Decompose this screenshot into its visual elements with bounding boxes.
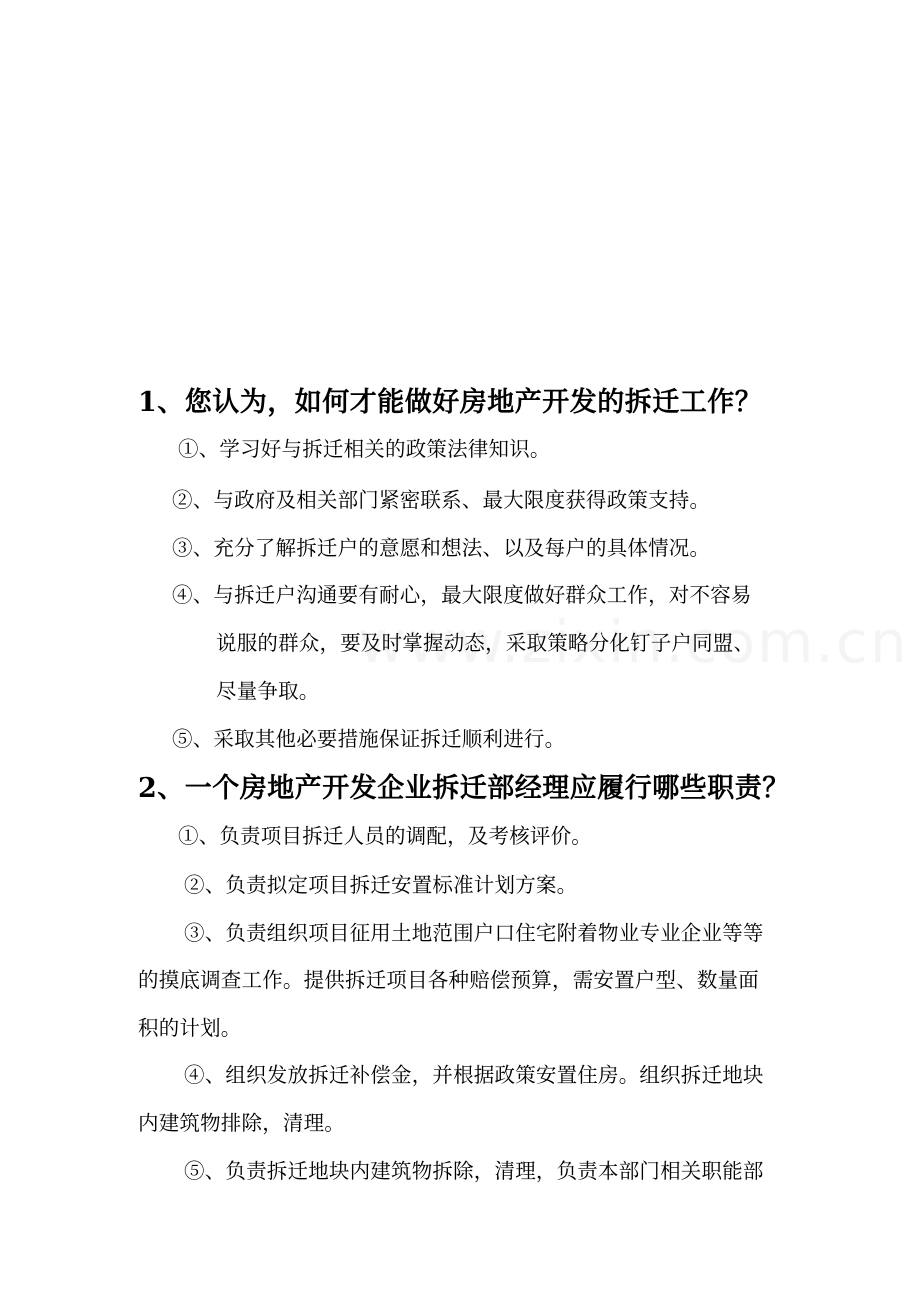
section1-item-3: ③、充分了解拆迁户的意愿和想法、以及每户的具体情况。 [172, 536, 711, 560]
section2-item-1: ①、负责项目拆迁人员的调配，及考核评价。 [178, 824, 592, 848]
section1-item-2: ②、与政府及相关部门紧密联系、最大限度获得政策支持。 [172, 488, 711, 512]
section2-item-3-cont-1: 的摸底调查工作。提供拆迁项目各种赔偿预算，需安置户型、数量面 [138, 968, 759, 992]
section2-item-2: ②、负责拟定项目拆迁安置标准计划方案。 [184, 873, 578, 897]
section2-item-5: ⑤、负责拆迁地块内建筑物拆除，清理，负责本部门相关职能部 [184, 1159, 764, 1183]
section1-item-4-cont-1: 说服的群众，要及时掌握动态，采取策略分化钉子户同盟、 [216, 631, 755, 655]
section1-item-5: ⑤、采取其他必要措施保证拆迁顺利进行。 [172, 727, 566, 751]
section2-heading: 2、一个房地产开发企业拆迁部经理应履行哪些职责？ [138, 773, 790, 804]
section1-item-4-cont-2: 尽量争取。 [216, 679, 320, 703]
section2-item-3-cont-2: 积的计划。 [138, 1016, 242, 1040]
section1-item-4: ④、与拆迁户沟通要有耐心，最大限度做好群众工作，对不容易 [172, 583, 752, 607]
section1-heading: 1、您认为，如何才能做好房地产开发的拆迁工作？ [138, 387, 763, 418]
section2-item-3: ③、负责组织项目征用土地范围户口住宅附着物业专业企业等等 [184, 921, 764, 945]
section2-item-4-cont: 内建筑物排除，清理。 [138, 1111, 345, 1135]
section2-item-4: ④、组织发放拆迁补偿金，并根据政策安置住房。组织拆迁地块 [184, 1063, 764, 1087]
section1-item-1: ①、学习好与拆迁相关的政策法律知识。 [178, 437, 551, 461]
